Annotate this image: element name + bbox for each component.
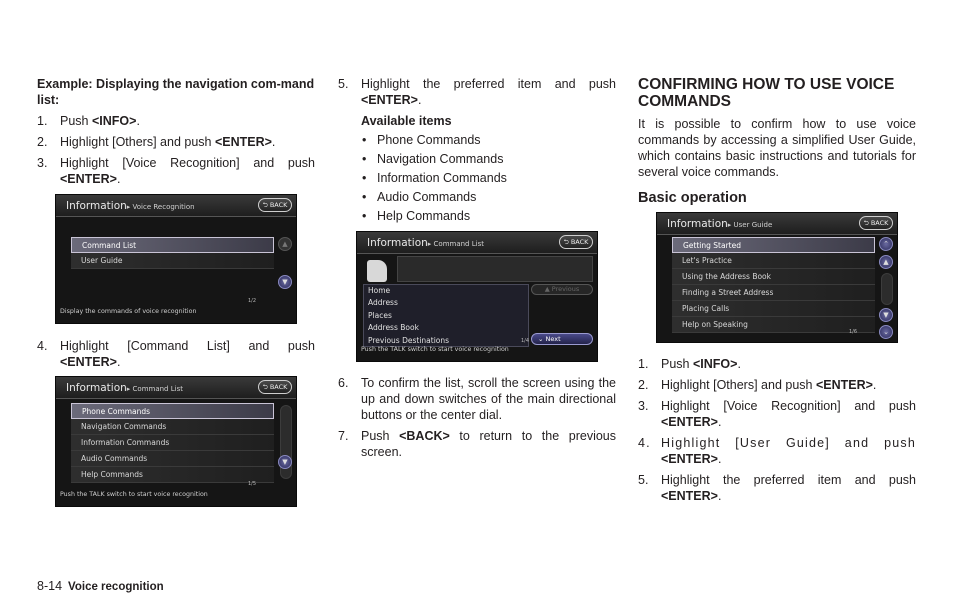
menu-item-navigation-commands[interactable]: Navigation Commands <box>71 419 274 435</box>
scroll-up-icon[interactable]: ▲ <box>879 255 893 269</box>
step-2: 2. Highlight [Others] and push <ENTER>. <box>638 378 877 392</box>
command-item[interactable]: Address Book <box>368 323 419 333</box>
step-3: 3. Highlight [Voice Recognition] and push <ENTER>. <box>37 156 315 186</box>
next-button[interactable]: ⌄ Next <box>531 333 593 345</box>
screen-footer-hint: Display the commands of voice recognition <box>60 308 197 315</box>
step-1: 1. Push <INFO>. <box>37 114 140 128</box>
scrollbar[interactable] <box>881 273 893 305</box>
key-label: <INFO> <box>692 357 738 371</box>
basic-operation-heading: Basic operation <box>638 190 747 206</box>
screen-title: Information▸ Voice Recognition <box>66 200 195 212</box>
page-indicator: 1/2 <box>247 298 256 304</box>
back-button[interactable]: ⮌ BACK <box>559 235 593 249</box>
step-number: 3. <box>638 399 649 413</box>
menu-item-help-on-speaking[interactable]: Help on Speaking <box>672 317 875 333</box>
bullet-item: • Audio Commands <box>361 189 616 205</box>
back-button[interactable]: ⮌ BACK <box>859 216 893 230</box>
intro-paragraph: It is possible to confirm how to use voice commands by accessing a simplified User Guide, which contains basic instructions and tutorials for several voice commands. <box>638 117 916 179</box>
column-middle <box>338 76 616 465</box>
back-button[interactable]: ⮌ BACK <box>258 198 292 212</box>
step-7: 7. Push <BACK> to return to the previous screen. <box>338 429 616 459</box>
column-left <box>37 76 315 507</box>
step-number: 5. <box>638 473 649 487</box>
key-label: <ENTER> <box>60 172 117 186</box>
page-indicator: 1/6 <box>848 329 857 335</box>
menu-item-getting-started[interactable]: Getting Started <box>672 237 875 253</box>
page-indicator: 1/5 <box>247 481 256 487</box>
key-label: <BACK> <box>399 429 450 443</box>
menu-item-command-list[interactable]: Command List <box>71 237 274 253</box>
step-2: 2. Highlight [Others] and push <ENTER>. <box>37 135 276 149</box>
key-label: <ENTER> <box>815 378 873 392</box>
command-list-area <box>363 284 529 347</box>
screen-header <box>56 377 296 399</box>
breadcrumb: ▸ Command List <box>126 385 183 393</box>
menu-list <box>71 237 274 269</box>
menu-item-phone-commands[interactable]: Phone Commands <box>71 403 274 419</box>
section-name: Voice recognition <box>68 581 164 593</box>
step-number: 5. <box>338 77 349 91</box>
key-label: <ENTER> <box>661 452 718 466</box>
command-item[interactable]: Previous Destinations <box>368 335 450 345</box>
step-number: 4. <box>638 436 651 450</box>
step-number: 2. <box>638 378 649 392</box>
back-button[interactable]: ⮌ BACK <box>258 380 292 394</box>
step-number: 6. <box>338 376 349 390</box>
screen-header <box>357 232 597 254</box>
screen-voice-recognition <box>55 194 297 324</box>
step-number: 1. <box>37 114 48 128</box>
step-number: 3. <box>37 156 48 170</box>
command-item[interactable]: Places <box>368 310 392 320</box>
screen-user-guide <box>656 212 898 343</box>
menu-item-lets-practice[interactable]: Let's Practice <box>672 253 875 269</box>
command-item[interactable]: Address <box>368 298 398 308</box>
bullet-item: • Information Commands <box>361 170 616 186</box>
screen-header <box>56 195 296 217</box>
step-4: 4. Highlight [User Guide] and push <ENTER>. <box>638 436 916 466</box>
bullet-item: • Navigation Commands <box>361 151 616 167</box>
section-heading: CONFIRMING HOW TO USE VOICE COMMANDS <box>638 76 895 110</box>
available-items-heading: Available items <box>361 114 452 128</box>
menu-item-placing-calls[interactable]: Placing Calls <box>672 301 875 317</box>
step-number: 1. <box>638 357 649 371</box>
speech-icon <box>367 260 387 282</box>
screen-title: Information▸ User Guide <box>667 218 773 230</box>
key-label: <ENTER> <box>60 355 117 369</box>
key-label: <ENTER> <box>661 489 718 503</box>
step-number: 2. <box>37 135 48 149</box>
page-number: 8-14 <box>37 579 63 593</box>
screen-command-list <box>55 376 297 507</box>
step-number: 7. <box>338 429 349 443</box>
previous-button[interactable]: ▲ Previous <box>531 284 593 295</box>
step-3: 3. Highlight [Voice Recognition] and push <ENTER>. <box>638 399 916 429</box>
step-5: 5. Highlight the preferred item and push <ENTER>. <box>338 77 616 107</box>
menu-item-help-commands[interactable]: Help Commands <box>71 467 274 483</box>
key-label: <ENTER> <box>661 415 718 429</box>
breadcrumb: ▸ Voice Recognition <box>126 203 195 211</box>
example-heading: Example: Displaying the navigation com-mand list: <box>37 77 315 107</box>
breadcrumb: ▸ User Guide <box>727 221 773 229</box>
step-list <box>638 356 916 504</box>
bullet-item: • Help Commands <box>361 208 616 224</box>
menu-item-user-guide[interactable]: User Guide <box>71 253 274 269</box>
screen-header <box>657 213 897 235</box>
screen-footer-hint: Push the TALK switch to start voice recognition <box>361 346 509 353</box>
command-preview-area <box>397 256 593 282</box>
key-label: <ENTER> <box>214 135 272 149</box>
menu-item-using-address-book[interactable]: Using the Address Book <box>672 269 875 285</box>
screen-navigation-commands <box>356 231 598 362</box>
screen-title: Information▸ Command List <box>367 237 484 249</box>
page-up-icon[interactable]: ⌃ <box>879 237 893 251</box>
scroll-down-icon[interactable]: ▼ <box>278 275 292 289</box>
menu-item-audio-commands[interactable]: Audio Commands <box>71 451 274 467</box>
page-indicator: 1/4 <box>521 338 530 344</box>
screen-title: Information▸ Command List <box>66 382 183 394</box>
key-label: <INFO> <box>91 114 137 128</box>
step-5: 5. Highlight the preferred item and push <ENTER>. <box>638 473 916 503</box>
available-items-block <box>338 113 616 224</box>
step-6: 6. To confirm the list, scroll the screen using the up and down switches of the main directional buttons or the center dial. <box>338 376 616 422</box>
step-number: 4. <box>37 339 48 353</box>
scroll-up-icon[interactable]: ▲ <box>278 237 292 251</box>
step-4: 4. Highlight [Command List] and push <ENTER>. <box>37 339 315 369</box>
scroll-down-icon[interactable]: ▼ <box>879 308 893 322</box>
command-item[interactable]: Home <box>368 286 391 295</box>
key-label: <ENTER> <box>361 93 418 107</box>
menu-item-finding-street-address[interactable]: Finding a Street Address <box>672 285 875 301</box>
page-down-icon[interactable]: ⌄ <box>879 325 893 339</box>
screen-footer-hint: Push the TALK switch to start voice recognition <box>60 491 208 498</box>
column-right <box>638 76 916 509</box>
menu-list <box>71 403 274 483</box>
bullet-item: • Phone Commands <box>361 132 616 148</box>
scroll-down-icon[interactable]: ▼ <box>278 455 292 469</box>
breadcrumb: ▸ Command List <box>427 240 484 248</box>
page-footer <box>37 578 164 595</box>
menu-list <box>672 237 875 333</box>
menu-item-information-commands[interactable]: Information Commands <box>71 435 274 451</box>
step-1: 1. Push <INFO>. <box>638 357 741 371</box>
